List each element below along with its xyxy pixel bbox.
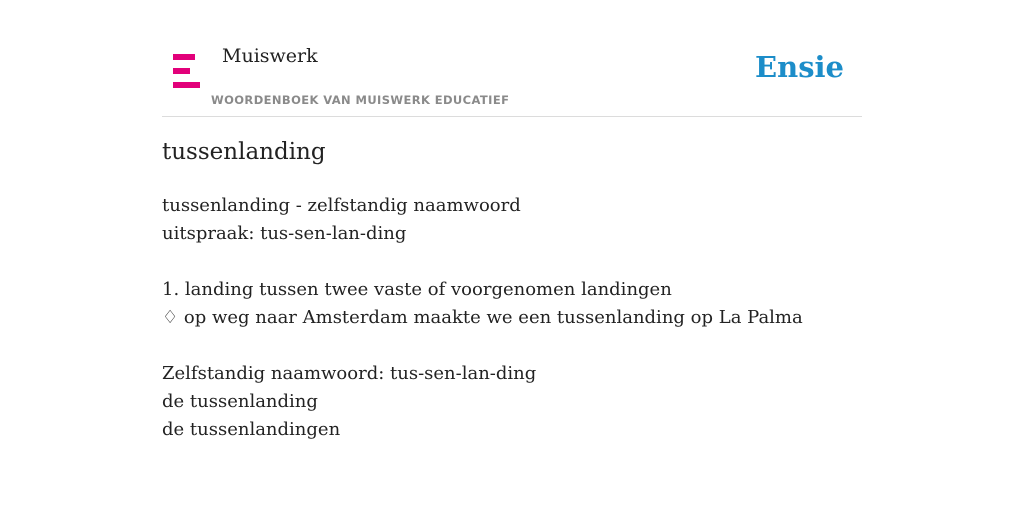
header	[162, 0, 862, 117]
definition-line-plural: de tussenlandingen	[162, 419, 341, 440]
definition-line-spacer	[162, 248, 862, 276]
definition-line-meaning: 1. landing tussen twee vaste of voorgenomen landingen	[162, 279, 672, 300]
definition-line-singular: de tussenlanding	[162, 391, 318, 412]
definition-line-spacer	[162, 332, 862, 360]
definition-line-word-class: tussenlanding - zelfstandig naamwoord	[162, 195, 521, 216]
definition-line-hyphenation: Zelfstandig naamwoord: tus-sen-lan-ding	[162, 363, 537, 384]
definition-line-example: ♢ op weg naar Amsterdam maakte we een tussenlanding op La Palma	[162, 307, 803, 328]
brand-subtitle: WOORDENBOEK VAN MUISWERK EDUCATIEF	[211, 93, 510, 107]
page-container	[162, 0, 862, 512]
definition-line-pronunciation: uitspraak: tus-sen-lan-ding	[162, 223, 407, 244]
entry-title: tussenlanding	[162, 139, 326, 165]
ensie-logo[interactable]: Ensie	[755, 50, 844, 84]
brand-name[interactable]: Muiswerk	[222, 45, 318, 67]
muiswerk-e-icon[interactable]	[173, 54, 200, 88]
definition-body	[162, 192, 862, 444]
